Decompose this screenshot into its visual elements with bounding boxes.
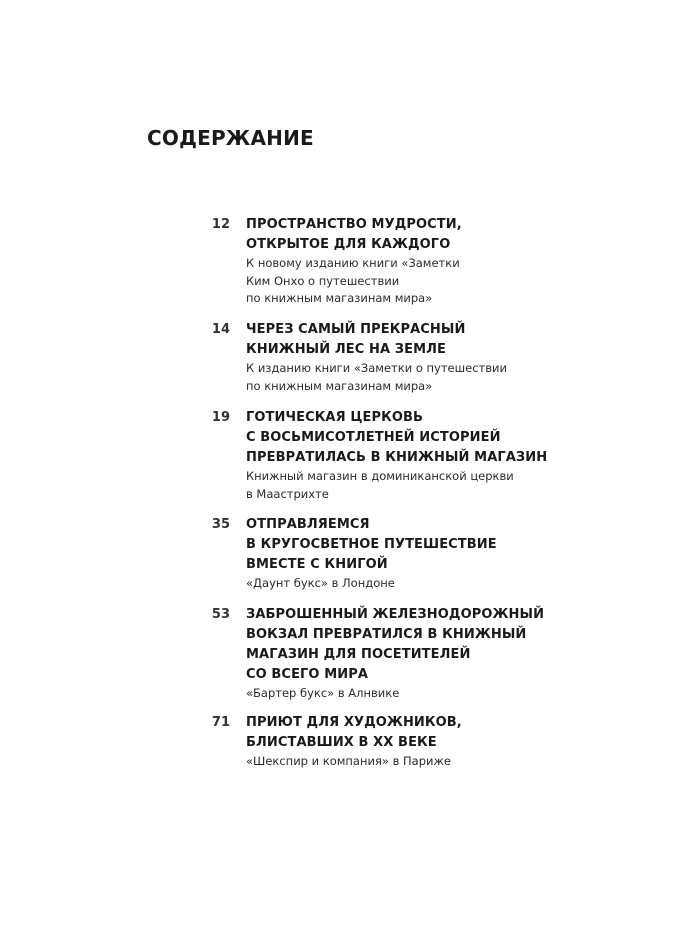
toc-heading-line: В КРУГОСВЕТНОЕ ПУТЕШЕСТВИЕ: [246, 537, 497, 552]
toc-heading-line: БЛИСТАВШИХ В XX ВЕКЕ: [246, 735, 437, 750]
toc-page-number: 19: [211, 410, 230, 425]
toc-heading-line: МАГАЗИН ДЛЯ ПОСЕТИТЕЛЕЙ: [246, 647, 471, 662]
toc-entry-body: [246, 320, 536, 395]
toc-heading-line: ЧЕРЕЗ САМЫЙ ПРЕКРАСНЫЙ: [246, 322, 466, 337]
toc-subtitle-line: Ким Онхо о путешествии: [246, 273, 400, 288]
toc-subtitle-line: в Маастрихте: [246, 486, 329, 501]
toc-page-number: 12: [211, 217, 230, 232]
toc-heading-line: ВМЕСТЕ С КНИГОЙ: [246, 557, 388, 572]
toc-heading-line: ПРОСТРАНСТВО МУДРОСТИ,: [246, 217, 462, 232]
toc-heading-line: ГОТИЧЕСКАЯ ЦЕРКОВЬ: [246, 410, 423, 425]
toc-heading-line: ЗАБРОШЕННЫЙ ЖЕЛЕЗНОДОРОЖНЫЙ: [246, 607, 545, 622]
toc-heading-line: ПРИЮТ ДЛЯ ХУДОЖНИКОВ,: [246, 715, 462, 730]
toc-entry-body: [246, 215, 536, 308]
toc-page-number: 35: [211, 517, 230, 532]
toc-heading-line: ВОКЗАЛ ПРЕВРАТИЛСЯ В КНИЖНЫЙ: [246, 627, 527, 642]
toc-heading-line: КНИЖНЫЙ ЛЕС НА ЗЕМЛЕ: [246, 342, 446, 357]
toc-heading-line: СО ВСЕГО МИРА: [246, 667, 369, 682]
toc-subtitle-line: «Шекспир и компания» в Париже: [246, 754, 451, 768]
toc-entry-body: [246, 605, 545, 703]
toc-subtitle-line: К изданию книги «Заметки о путешествии: [246, 361, 507, 375]
toc-page-number: 53: [211, 607, 230, 622]
toc-page-number: 14: [211, 322, 230, 337]
toc-entry-body: [246, 515, 536, 593]
toc-subtitle-line: Книжный магазин в доминиканской церкви: [246, 469, 514, 483]
toc-title: СОДЕРЖАНИЕ: [147, 126, 314, 150]
toc-heading-line: С ВОСЬМИСОТЛЕТНЕЙ ИСТОРИЕЙ: [246, 430, 501, 445]
toc-subtitle-line: по книжным магазинам мира»: [246, 378, 433, 393]
toc-entry-body: [246, 408, 548, 503]
toc-heading-line: ПРЕВРАТИЛАСЬ В КНИЖНЫЙ МАГАЗИН: [246, 450, 548, 465]
toc-subtitle-line: «Даунт букс» в Лондоне: [246, 576, 395, 590]
toc-heading-line: ОТПРАВЛЯЕМСЯ: [246, 517, 370, 532]
toc-subtitle-line: «Бартер букс» в Алнвике: [246, 686, 400, 700]
toc-subtitle-line: К новому изданию книги «Заметки: [246, 256, 460, 270]
toc-heading-line: ОТКРЫТОЕ ДЛЯ КАЖДОГО: [246, 237, 451, 252]
toc-entry-body: [246, 713, 536, 771]
toc-subtitle-line: по книжным магазинам мира»: [246, 291, 433, 305]
toc-page-number: 71: [211, 715, 230, 730]
